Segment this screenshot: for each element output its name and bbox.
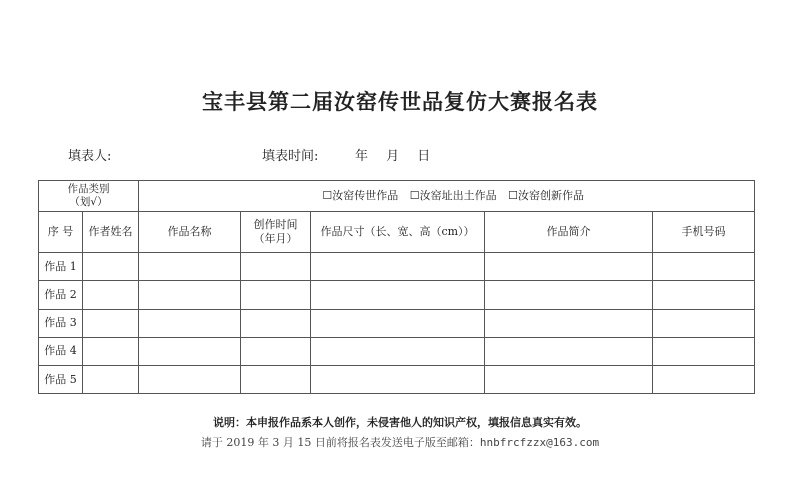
author-cell[interactable] bbox=[83, 253, 139, 281]
created-cell[interactable] bbox=[241, 253, 311, 281]
category-label-hint: （划√） bbox=[69, 196, 108, 209]
author-cell[interactable] bbox=[83, 281, 139, 309]
row-label: 作品 3 bbox=[39, 309, 83, 337]
col-header-created-label: 创作时间 bbox=[253, 218, 298, 232]
table-row bbox=[39, 309, 755, 337]
row-label: 作品 4 bbox=[39, 337, 83, 365]
category-option-excavated[interactable]: ☐汝窑址出土作品 bbox=[409, 189, 497, 203]
category-row bbox=[39, 181, 755, 212]
header-row bbox=[39, 212, 755, 253]
col-header-work-name: 作品名称 bbox=[139, 212, 241, 253]
category-options-cell bbox=[139, 181, 755, 212]
table-row bbox=[39, 337, 755, 365]
size-cell[interactable] bbox=[311, 281, 485, 309]
intro-cell[interactable] bbox=[485, 365, 653, 393]
col-header-author: 作者姓名 bbox=[83, 212, 139, 253]
phone-cell[interactable] bbox=[653, 309, 755, 337]
row-label: 作品 2 bbox=[39, 281, 83, 309]
fill-time-label: 填表时间: bbox=[262, 149, 319, 164]
table-row bbox=[39, 253, 755, 281]
col-header-intro: 作品简介 bbox=[485, 212, 653, 253]
phone-cell[interactable] bbox=[653, 365, 755, 393]
work-name-cell[interactable] bbox=[139, 309, 241, 337]
phone-cell[interactable] bbox=[653, 281, 755, 309]
category-label: 作品类别 bbox=[67, 182, 110, 195]
size-cell[interactable] bbox=[311, 337, 485, 365]
col-header-created-unit: （年月） bbox=[253, 232, 298, 246]
registration-table bbox=[38, 180, 755, 394]
size-cell[interactable] bbox=[311, 309, 485, 337]
intro-cell[interactable] bbox=[485, 309, 653, 337]
col-header-serial: 序 号 bbox=[39, 212, 83, 253]
category-label-cell bbox=[39, 181, 139, 212]
row-label: 作品 5 bbox=[39, 365, 83, 393]
work-name-cell[interactable] bbox=[139, 337, 241, 365]
category-option-innovative[interactable]: ☐汝窑创新作品 bbox=[508, 189, 584, 203]
footer-send-instruction bbox=[0, 434, 800, 450]
col-header-size: 作品尺寸（长、宽、高（cm）） bbox=[311, 212, 485, 253]
created-cell[interactable] bbox=[241, 281, 311, 309]
work-name-cell[interactable] bbox=[139, 365, 241, 393]
category-option-heirloom[interactable]: ☐汝窑传世作品 bbox=[322, 189, 399, 203]
size-cell[interactable] bbox=[311, 253, 485, 281]
intro-cell[interactable] bbox=[485, 337, 653, 365]
phone-cell[interactable] bbox=[653, 337, 755, 365]
author-cell[interactable] bbox=[83, 337, 139, 365]
intro-cell[interactable] bbox=[485, 253, 653, 281]
work-name-cell[interactable] bbox=[139, 253, 241, 281]
work-name-cell[interactable] bbox=[139, 281, 241, 309]
filler-label: 填表人: bbox=[68, 149, 112, 164]
created-cell[interactable] bbox=[241, 337, 311, 365]
contact-email: hnbfrcfzzx@163.com bbox=[479, 436, 600, 449]
author-cell[interactable] bbox=[83, 309, 139, 337]
col-header-phone: 手机号码 bbox=[653, 212, 755, 253]
created-cell[interactable] bbox=[241, 365, 311, 393]
row-label: 作品 1 bbox=[39, 253, 83, 281]
table-row bbox=[39, 365, 755, 393]
date-placeholder: 年 月 日 bbox=[355, 149, 431, 164]
footer-note: 说明：本申报作品系本人创作，未侵害他人的知识产权，填报信息真实有效。 bbox=[213, 416, 587, 429]
size-cell[interactable] bbox=[311, 365, 485, 393]
phone-cell[interactable] bbox=[653, 253, 755, 281]
intro-cell[interactable] bbox=[485, 281, 653, 309]
author-cell[interactable] bbox=[83, 365, 139, 393]
table-row bbox=[39, 281, 755, 309]
form-title: 宝丰县第二届汝窑传世品复仿大赛报名表 bbox=[202, 90, 598, 114]
send-instruction-text: 请于 2019 年 3 月 15 日前将报名表发送电子版至邮箱： bbox=[200, 436, 480, 449]
created-cell[interactable] bbox=[241, 309, 311, 337]
col-header-created bbox=[241, 212, 311, 253]
